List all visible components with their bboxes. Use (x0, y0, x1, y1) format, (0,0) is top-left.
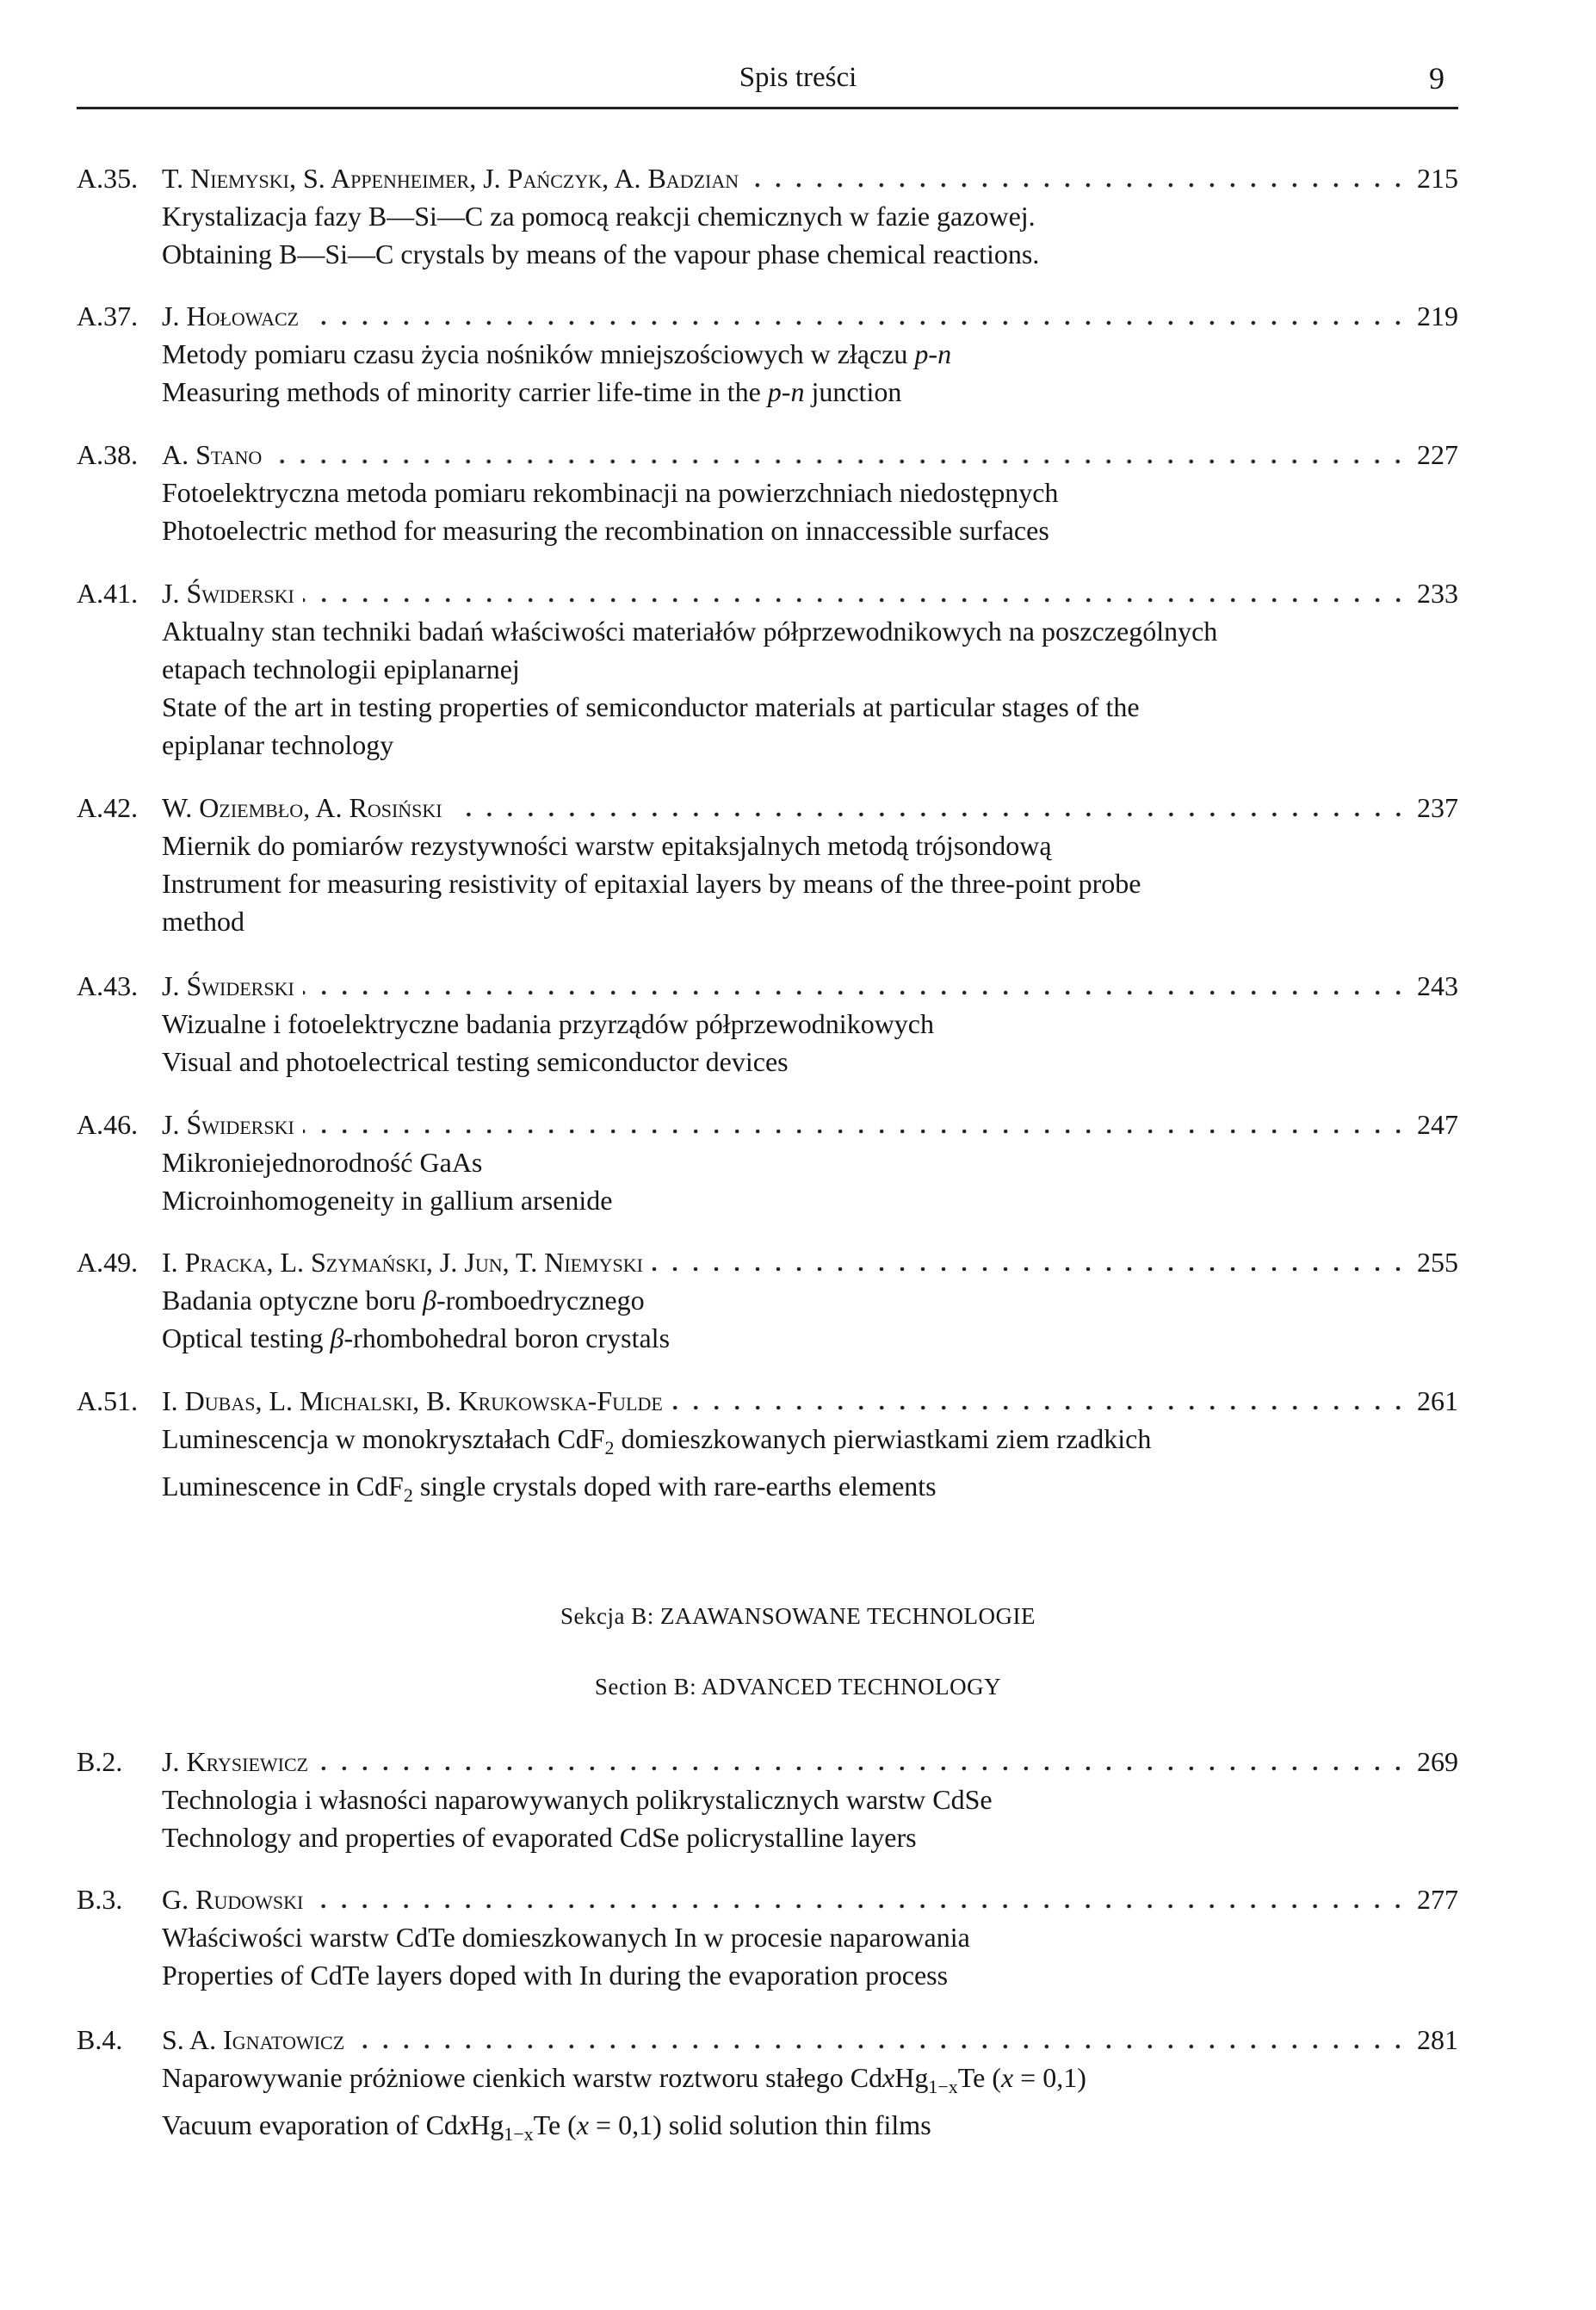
subscript: 2 (403, 1484, 413, 1506)
entry-title-line (77, 726, 1458, 764)
entry-page-number: 227 (1417, 439, 1458, 470)
section-b-heading-en: Section B: ADVANCED TECHNOLOGY (594, 1674, 1002, 1700)
title-text: Mikroniejednorodność GaAs (162, 1147, 483, 1178)
toc-entry (77, 159, 1458, 273)
entry-number: B.4. (77, 2024, 123, 2055)
entry-title-line (77, 1467, 1458, 1514)
subscript: 1−x (928, 2076, 958, 2097)
entry-title-line (77, 1780, 1458, 1818)
entry-page-number: 233 (1417, 578, 1458, 609)
entry-authors: G. Rudowski (162, 1884, 304, 1915)
toc-entry (77, 1880, 1458, 1994)
entry-authors: A. Stano (162, 439, 263, 470)
entry-page-number: 255 (1417, 1247, 1458, 1278)
toc-entry-heading (77, 789, 1458, 827)
entry-number: A.51. (77, 1385, 139, 1416)
entry-title-line (77, 1043, 1458, 1081)
entry-authors: J. Krysiewicz (162, 1746, 309, 1777)
toc-entry (77, 2021, 1458, 2153)
title-text: Photoelectric method for measuring the recombination on innaccessible surfaces (162, 515, 1049, 546)
toc-entry (77, 574, 1458, 764)
entry-title-line (77, 1005, 1458, 1043)
entry-number: A.41. (77, 578, 139, 609)
entry-title-line (77, 650, 1458, 688)
header-rule (77, 107, 1458, 109)
italic-text: x (1000, 2062, 1014, 2093)
title-text: Naparowywanie próżniowe cienkich warstw roztworu stałego Cd (162, 2062, 883, 2093)
entry-title-line (77, 474, 1458, 511)
dot-leader (353, 2043, 1408, 2050)
title-text: Te ( (533, 2109, 577, 2140)
entry-title-line (77, 2106, 1458, 2153)
entry-number: A.42. (77, 792, 139, 823)
entry-authors: W. Oziembło, A. Rosiński (162, 792, 442, 823)
entry-title-line (77, 2059, 1458, 2106)
title-text: Microinhomogeneity in gallium arsenide (162, 1185, 613, 1216)
entry-title-line (77, 1918, 1458, 1956)
entry-title-line (77, 511, 1458, 549)
title-text: -rhombohedral boron crystals (343, 1322, 671, 1353)
entry-authors: J. Hołowacz (162, 300, 300, 331)
title-text: method (162, 906, 244, 937)
dot-leader (303, 597, 1408, 604)
title-text: junction (804, 376, 902, 407)
entry-authors: J. Świderski (162, 578, 294, 609)
dot-leader (451, 811, 1408, 818)
title-text: Vacuum evaporation of Cd (162, 2109, 458, 2140)
entry-title-line (77, 864, 1458, 902)
title-text: = 0,1) solid solution thin films (589, 2109, 931, 2140)
italic-text: β (330, 1322, 344, 1353)
toc-entry (77, 1382, 1458, 1514)
toc-entry (77, 789, 1458, 940)
entry-page-number: 261 (1417, 1385, 1458, 1416)
title-text: etapach technologii epiplanarnej (162, 653, 520, 684)
entry-authors: I. Dubas, L. Michalski, B. Krukowska-Fulde (162, 1385, 663, 1416)
entry-title-line (77, 373, 1458, 411)
dot-leader (671, 1404, 1408, 1411)
dot-leader (652, 1266, 1408, 1273)
toc-entry (77, 1243, 1458, 1357)
title-text: Te ( (957, 2062, 1001, 2093)
entry-authors: S. A. Ignatowicz (162, 2024, 345, 2055)
entry-title-line (77, 827, 1458, 864)
title-text: domieszkowanych pierwiastkami ziem rzadkich (614, 1423, 1152, 1454)
entry-number: A.37. (77, 300, 139, 331)
entry-title-line (77, 688, 1458, 726)
entry-authors: J. Świderski (162, 970, 294, 1001)
entry-page-number: 247 (1417, 1109, 1458, 1140)
entry-number: A.35. (77, 163, 139, 194)
entry-authors: T. Niemyski, S. Appenheimer, J. Pańczyk, A. Badzian (162, 163, 739, 194)
title-text: Technology and properties of evaporated CdSe policrystalline layers (162, 1822, 917, 1853)
dot-leader (307, 319, 1408, 326)
italic-text: x (882, 2062, 895, 2093)
toc-entry-heading (77, 1743, 1458, 1780)
toc-entry-heading (77, 1382, 1458, 1420)
section-b-heading-pl: Sekcja B: ZAAWANSOWANE TECHNOLOGIE (560, 1603, 1036, 1629)
toc-entry (77, 1105, 1458, 1219)
entry-title-line (77, 335, 1458, 373)
title-text: -romboedrycznego (436, 1285, 645, 1316)
toc-entry-heading (77, 1243, 1458, 1281)
page-number: 9 (1429, 61, 1444, 96)
entry-title-line (77, 1956, 1458, 1994)
title-text: Właściwości warstw CdTe domieszkowanych In w procesie naparowania (162, 1922, 970, 1953)
toc-entry (77, 436, 1458, 549)
title-text: Wizualne i fotoelektryczne badania przyrządów półprzewodnikowych (162, 1008, 934, 1039)
toc-entry-heading (77, 1105, 1458, 1143)
entry-title-line (77, 1420, 1458, 1467)
title-text: Miernik do pomiarów rezystywności warstw epitaksjalnych metodą trójsondową (162, 830, 1052, 861)
title-text: Luminescencja w monokryształach CdF (162, 1423, 605, 1454)
entry-title-line (77, 1281, 1458, 1319)
toc-entry-heading (77, 1880, 1458, 1918)
dot-leader (317, 1765, 1408, 1772)
title-text: Aktualny stan techniki badań właściwości materiałów półprzewodnikowych na poszczególnych (162, 616, 1218, 647)
entry-number: A.38. (77, 439, 139, 470)
entry-number: A.43. (77, 970, 139, 1001)
title-text: Obtaining B—Si—C crystals by means of the vapour phase chemical reactions. (162, 238, 1040, 269)
toc-entry (77, 967, 1458, 1081)
entry-page-number: 243 (1417, 970, 1458, 1001)
entry-page-number: 219 (1417, 300, 1458, 331)
entry-number: B.3. (77, 1884, 123, 1915)
entry-page-number: 215 (1417, 163, 1458, 194)
dot-leader (747, 182, 1408, 189)
entry-number: A.49. (77, 1247, 139, 1278)
entry-title-line (77, 1181, 1458, 1219)
subscript: 1−x (504, 2123, 534, 2145)
entry-title-line (77, 1319, 1458, 1357)
toc-entry-heading (77, 2021, 1458, 2059)
title-text: Properties of CdTe layers doped with In during the evaporation process (162, 1960, 949, 1991)
title-text: Hg (894, 2062, 929, 2093)
entry-title-line (77, 1143, 1458, 1181)
italic-text: x (457, 2109, 471, 2140)
title-text: Optical testing (162, 1322, 331, 1353)
entry-page-number: 277 (1417, 1884, 1458, 1915)
title-text: single crystals doped with rare-earths elements (412, 1471, 937, 1502)
toc-entry (77, 297, 1458, 411)
title-text: Visual and photoelectrical testing semiconductor devices (162, 1046, 789, 1077)
title-text: Measuring methods of minority carrier life-time in the (162, 376, 768, 407)
title-text: Hg (470, 2109, 504, 2140)
title-text: Technologia i własności naparowywanych polikrystalicznych warstw CdSe (162, 1784, 993, 1815)
entry-page-number: 237 (1417, 792, 1458, 823)
title-text: Metody pomiaru czasu życia nośników mniejszościowych w złączu (162, 338, 915, 369)
italic-text: p-n (767, 376, 805, 407)
toc-entry-heading (77, 574, 1458, 612)
italic-text: p-n (914, 338, 952, 369)
title-text: Instrument for measuring resistivity of epitaxial layers by means of the three-point probe (162, 868, 1141, 899)
toc-entry (77, 1743, 1458, 1856)
title-text: Luminescence in CdF (162, 1471, 404, 1502)
title-text: epiplanar technology (162, 729, 394, 760)
entry-page-number: 281 (1417, 2024, 1458, 2055)
entry-number: A.46. (77, 1109, 139, 1140)
entry-number: B.2. (77, 1746, 123, 1777)
entry-title-line (77, 902, 1458, 940)
italic-text: x (576, 2109, 590, 2140)
dot-leader (270, 458, 1408, 465)
dot-leader (303, 989, 1408, 996)
entry-page-number: 269 (1417, 1746, 1458, 1777)
entry-title-line (77, 612, 1458, 650)
title-text: Krystalizacja fazy B—Si—C za pomocą reakcji chemicznych w fazie gazowej. (162, 201, 1036, 232)
title-text: Badania optyczne boru (162, 1285, 423, 1316)
running-header-title: Spis treści (739, 62, 857, 93)
entry-title-line (77, 197, 1458, 235)
toc-entry-heading (77, 436, 1458, 474)
title-text: = 0,1) (1013, 2062, 1086, 2093)
dot-leader (312, 1903, 1408, 1910)
toc-entry-heading (77, 967, 1458, 1005)
title-text: State of the art in testing properties of semiconductor materials at particular stages of the (162, 691, 1140, 722)
subscript: 2 (604, 1437, 615, 1458)
entry-authors: J. Świderski (162, 1109, 294, 1140)
italic-text: β (423, 1285, 436, 1316)
toc-entry-heading (77, 297, 1458, 335)
dot-leader (303, 1128, 1408, 1135)
entry-title-line (77, 235, 1458, 273)
entry-title-line (77, 1818, 1458, 1856)
toc-entry-heading (77, 159, 1458, 197)
title-text: Fotoelektryczna metoda pomiaru rekombinacji na powierzchniach niedostępnych (162, 477, 1059, 508)
entry-authors: I. Pracka, L. Szymański, J. Jun, T. Niemyski (162, 1247, 643, 1278)
